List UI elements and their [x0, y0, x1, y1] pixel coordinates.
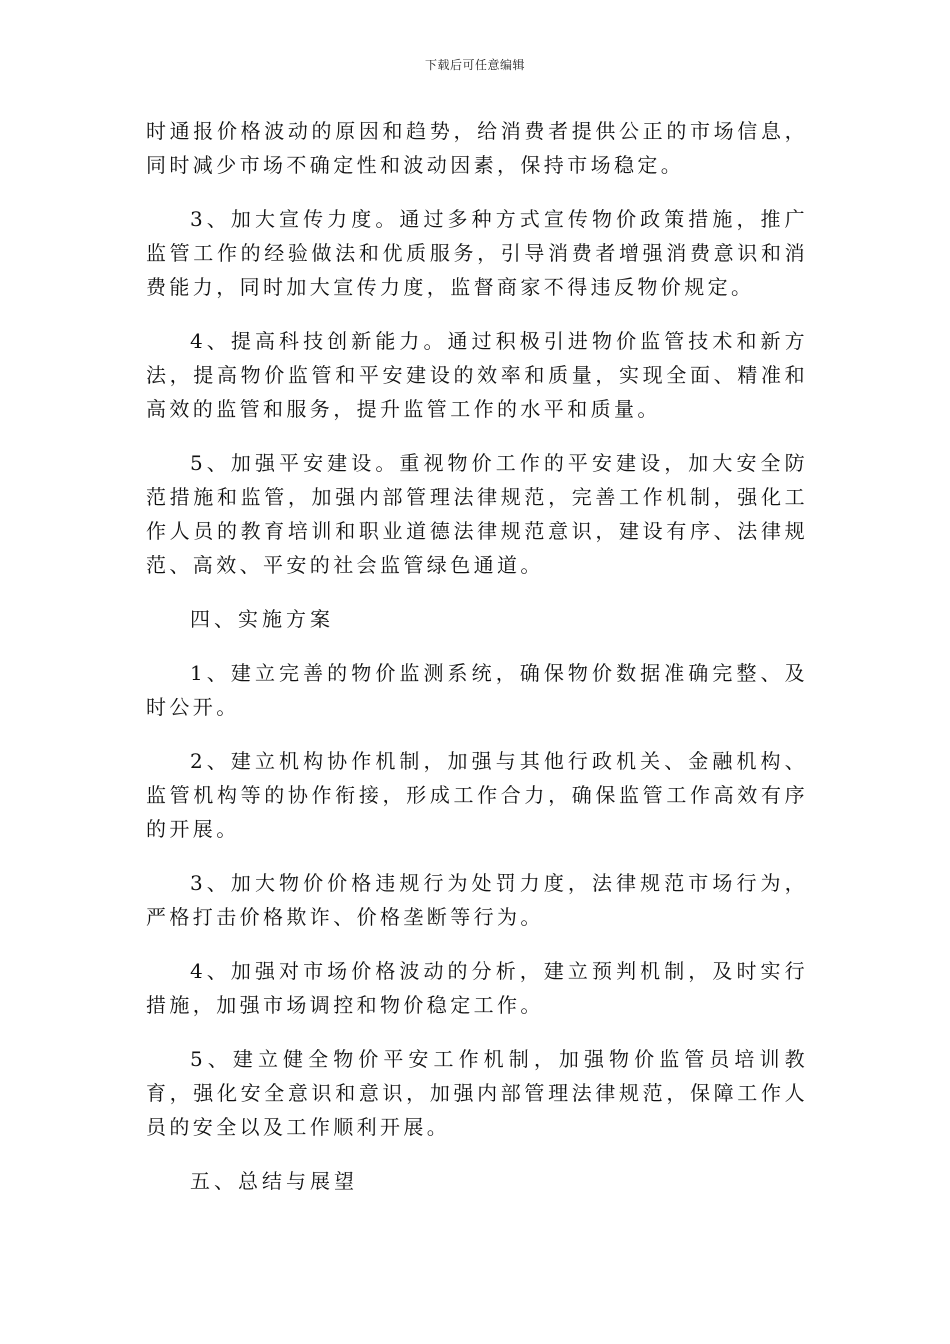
paragraph-continuation: 时通报价格波动的原因和趋势，给消费者提供公正的市场信息，同时减少市场不确定性和波动因素，保持市场稳定。	[146, 119, 808, 177]
section-heading-implementation: 四、实施方案	[190, 607, 334, 631]
document-body	[146, 114, 808, 1218]
paragraph-plan-3: 3、加大物价价格违规行为处罚力度，法律规范市场行为，严格打击价格欺诈、价格垄断等行为。	[146, 871, 808, 929]
paragraph-item-4-innovation: 4、提高科技创新能力。通过积极引进物价监管技术和新方法，提高物价监管和平安建设的效率和质量，实现全面、精准和高效的监管和服务，提升监管工作的水平和质量。	[146, 329, 808, 421]
paragraph-plan-5: 5、建立健全物价平安工作机制，加强物价监管员培训教育，强化安全意识和意识，加强内部管理法律规范，保障工作人员的安全以及工作顺利开展。	[146, 1047, 808, 1139]
paragraph-plan-1: 1、建立完善的物价监测系统，确保物价数据准确完整、及时公开。	[146, 661, 808, 719]
page-header: 下载后可任意编辑	[424, 58, 525, 72]
section-heading-summary: 五、总结与展望	[190, 1169, 358, 1193]
paragraph-plan-4: 4、加强对市场价格波动的分析，建立预判机制，及时实行措施，加强市场调控和物价稳定工作。	[146, 959, 808, 1017]
paragraph-item-5-safety: 5、加强平安建设。重视物价工作的平安建设，加大安全防范措施和监管，加强内部管理法律规范，完善工作机制，强化工作人员的教育培训和职业道德法律规范意识，建设有序、法律规范、高效、平安的社会监管绿色通道。	[146, 451, 808, 577]
paragraph-item-3-publicity: 3、加大宣传力度。通过多种方式宣传物价政策措施，推广监管工作的经验做法和优质服务，引导消费者增强消费意识和消费能力，同时加大宣传力度，监督商家不得违反物价规定。	[146, 207, 808, 299]
paragraph-plan-2: 2、建立机构协作机制，加强与其他行政机关、金融机构、监管机构等的协作衔接，形成工作合力，确保监管工作高效有序的开展。	[146, 749, 808, 841]
